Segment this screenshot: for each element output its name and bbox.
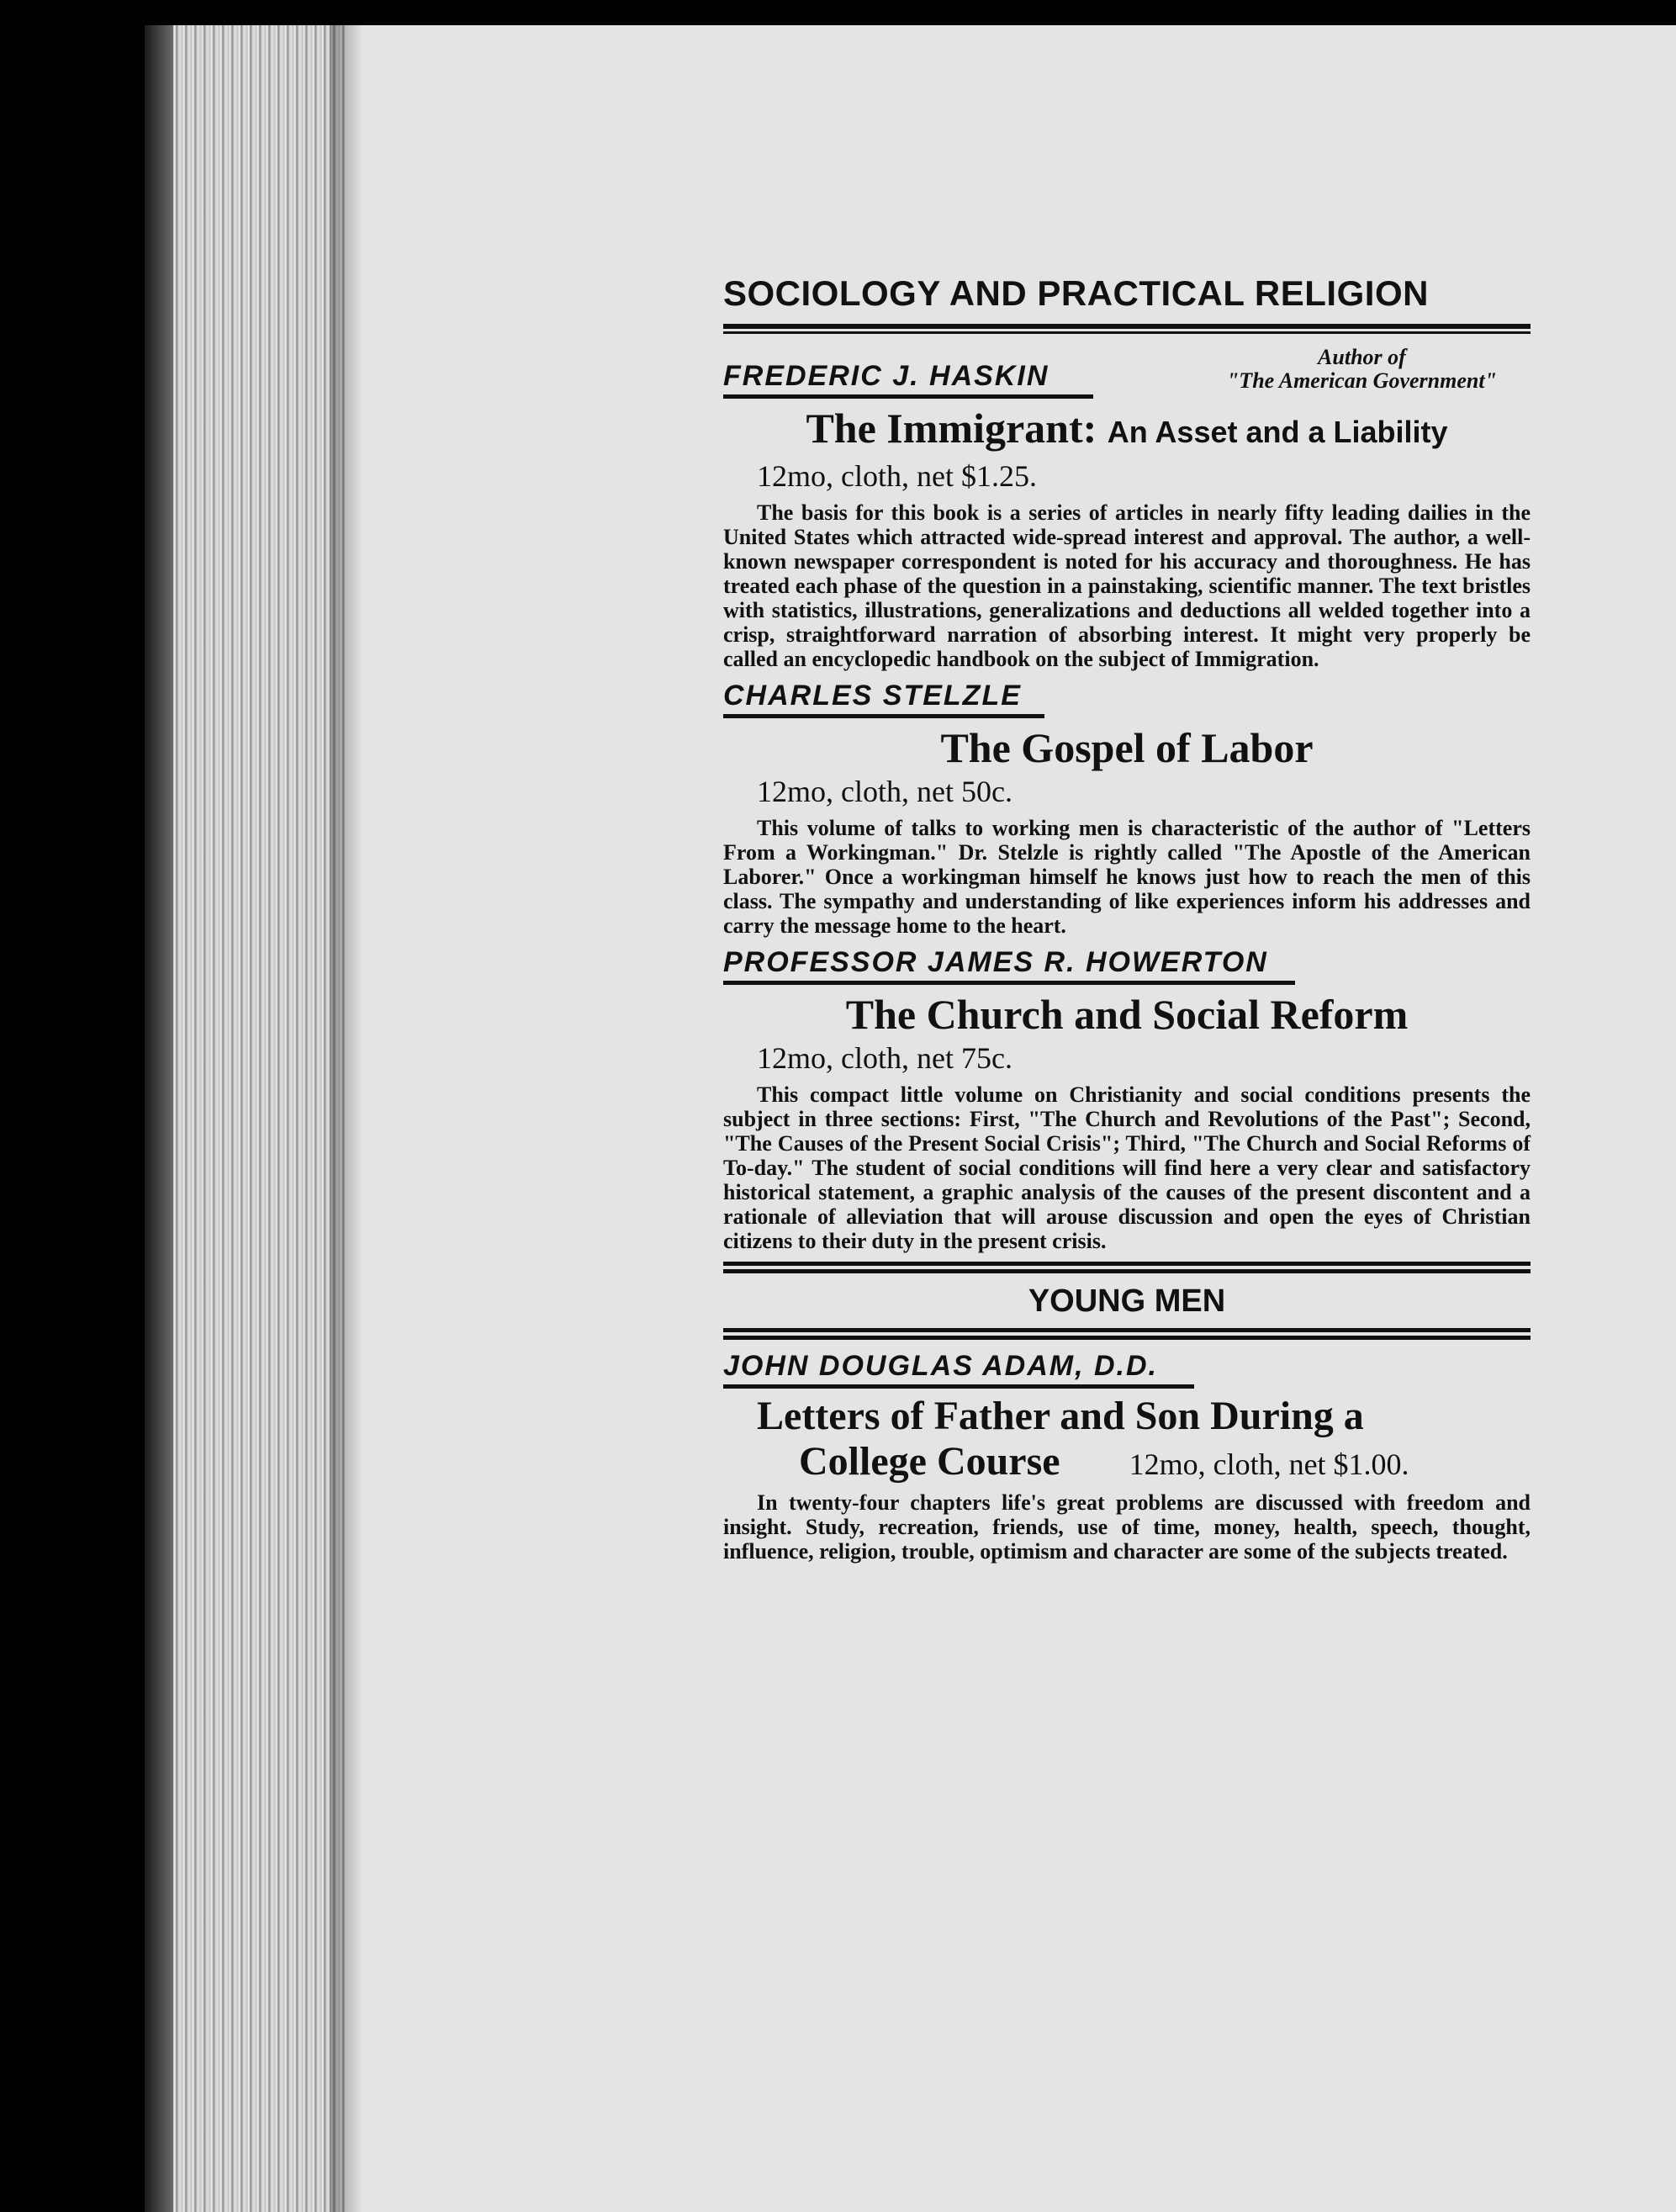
section-title: SOCIOLOGY AND PRACTICAL RELIGION <box>723 273 1429 313</box>
book-format: 12mo, cloth, net 50c. <box>757 775 1012 808</box>
book-entry-gospel-of-labor <box>723 680 1531 938</box>
book-subtitle: An Asset and a Liability <box>1107 415 1448 449</box>
book-entry-letters-father-son <box>723 1350 1531 1564</box>
author-note <box>1227 346 1497 393</box>
book-title-main: The Immigrant: <box>806 405 1097 452</box>
book-description: The basis for this book is a series of articles in nearly fifty leading dailies in the United States which attracted wide-spread interest and approval. The author, a well-known newspaper correspondent is noted for his accuracy and thoroughness. He has treated each phase of the question in a painstaking, scientific manner. The text bristles with statistics, illustrations, generalizations and deductions all welded together into a crisp, straightforward narration of absorbing interest. It might very properly be called an encyclopedic handbook on the subject of Immigration. <box>723 500 1531 671</box>
author-rule <box>723 981 1295 985</box>
book-title-line2: College Course <box>799 1439 1060 1484</box>
book-title <box>723 404 1531 457</box>
book-title-line1: Letters of Father and Son During a <box>757 1394 1364 1438</box>
book-description: This volume of talks to working men is characteristic of the author of "Letters From a Workingman." Dr. Stelzle is rightly called "The Apostle of the American Laborer." Once a workingman himself he knows just how to reach the men of this class. The sympathy and understanding of like experiences inform his addresses and carry the message home to the heart. <box>723 816 1531 938</box>
section-title-young-men: YOUNG MEN <box>1028 1283 1226 1319</box>
author-name: FREDERIC J. HASKIN <box>723 360 1049 392</box>
section-divider-top <box>723 1262 1531 1273</box>
author-rule <box>723 1384 1194 1389</box>
section-rule <box>723 324 1531 334</box>
book-title: The Gospel of Labor <box>940 724 1314 771</box>
book-entry-immigrant <box>723 346 1531 671</box>
spine-shadow <box>330 25 363 2212</box>
book-title <box>757 1394 1531 1487</box>
book-format: 12mo, cloth, net $1.25. <box>757 459 1037 493</box>
author-note-line1: Author of <box>1318 345 1406 369</box>
book-format: 12mo, cloth, net 75c. <box>757 1041 1012 1075</box>
author-rule <box>723 394 1093 399</box>
book-format: 12mo, cloth, net $1.00. <box>1129 1447 1409 1481</box>
author-note-line2: "The American Government" <box>1226 368 1497 393</box>
section-divider-bottom <box>723 1328 1531 1340</box>
author-rule <box>723 714 1044 718</box>
author-name: PROFESSOR JAMES R. HOWERTON <box>723 946 1268 978</box>
book-title: The Church and Social Reform <box>845 991 1409 1038</box>
author-name: JOHN DOUGLAS ADAM, D.D. <box>723 1350 1158 1382</box>
author-name: CHARLES STELZLE <box>723 680 1022 712</box>
advertisement-column <box>723 273 1531 1572</box>
author-row <box>723 346 1531 393</box>
book-description: In twenty-four chapters life's great problems are discussed with freedom and insight. Study, recreation, friends, use of time, money, health, speech, thought, influence, religion, trouble, optimism and character are some of the subjects treated. <box>723 1490 1531 1564</box>
book-description: This compact little volume on Christianity and social conditions presents the subject in three sections: First, "The Church and Revolutions of the Past"; Second, "The Causes of the Present Social Crisis"; Third, "The Church and Social Reforms of To-day." The student of social conditions will find here a very clear and satisfactory historical statement, a graphic analysis of the causes of the present discontent and a rationale of alleviation that will arouse discussion and open the eyes of Christian citizens to their duty in the present crisis. <box>723 1082 1531 1253</box>
book-entry-church-social-reform <box>723 946 1531 1253</box>
book-page-edges <box>145 25 346 2212</box>
